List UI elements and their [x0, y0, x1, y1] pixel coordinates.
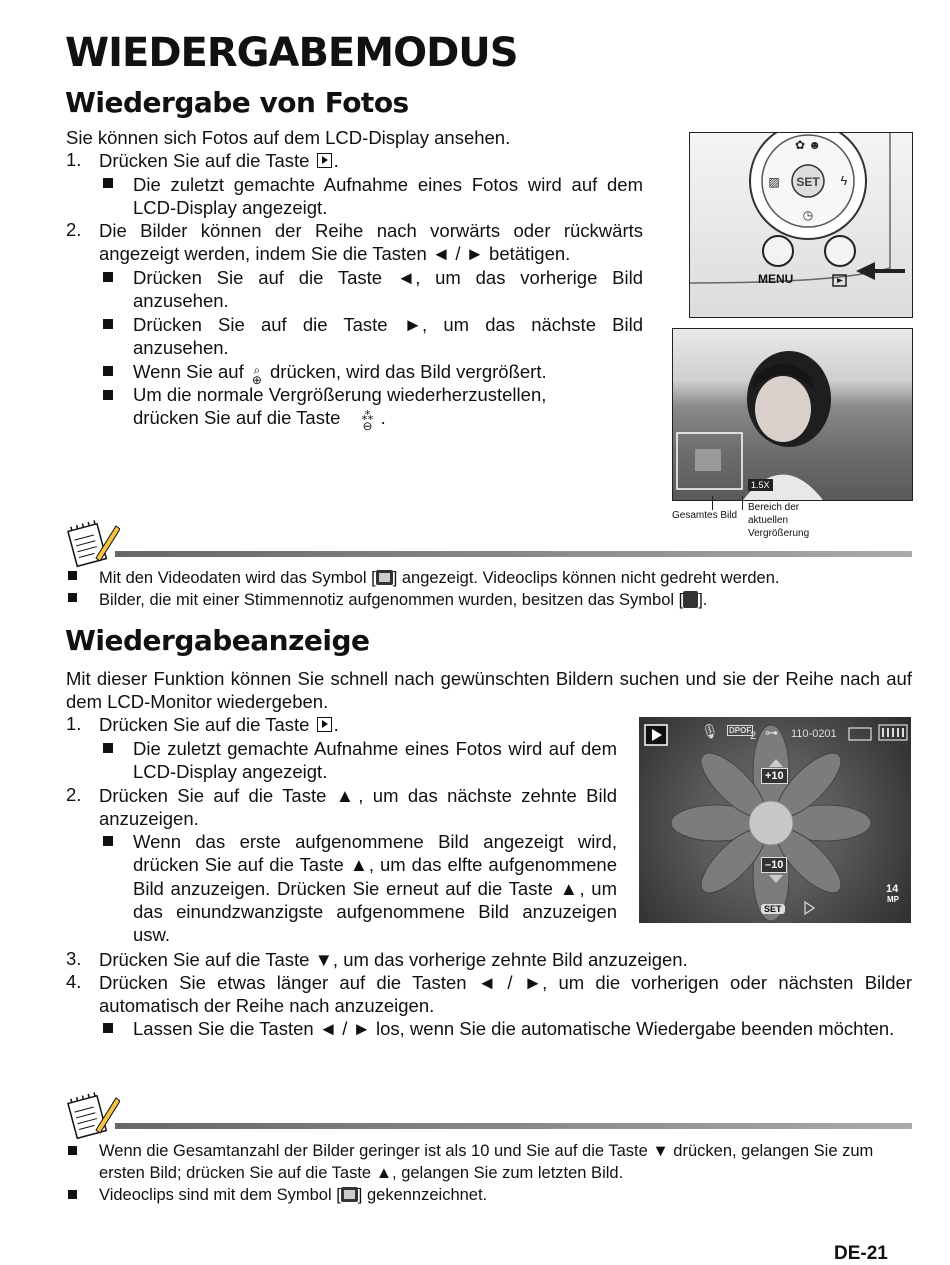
video-clip-icon [376, 570, 393, 585]
note-item [99, 567, 779, 589]
bullet-text: Lassen Sie die Tasten ◄ / ► los, wenn Sie die automatische Wiedergabe beenden möchten. [133, 1018, 895, 1039]
zoom-level-label: 1.5X [748, 479, 773, 491]
caption-line-right [742, 496, 743, 510]
bullet-square [103, 178, 113, 188]
svg-text:▨: ▨ [768, 175, 780, 189]
lcd-set-badge: SET [761, 904, 785, 914]
step-text-label: Drücken Sie auf die Taste [99, 714, 310, 735]
note-item-pre: Videoclips sind mit dem Symbol [ [99, 1186, 341, 1204]
caption-zoom-area: Bereich der aktuellen Vergrößerung [748, 502, 810, 539]
note-item: Wenn die Gesamtanzahl der Bilder geringer ist als 10 und Sie auf die Taste ▼ drücken, gelangen Sie zum ersten Bild; drücken Sie auf die Taste ▲, gelangen Sie zum letzten Bild. [99, 1142, 874, 1182]
bullet-square [103, 366, 113, 376]
zoom-out-icon: ⁂ ⊖ [361, 409, 374, 433]
menu-button-label: MENU [758, 272, 794, 286]
bullet-text-post: drücken, wird das Bild vergrößert. [270, 361, 547, 382]
step-number: 2. [66, 219, 82, 240]
lcd-minus10: –10 [761, 857, 787, 873]
lcd-megapixel-unit: MP [887, 895, 899, 904]
bullet-text: Die zuletzt gemachte Aufnahme eines Fotos wird auf dem LCD-Display angezeigt. [133, 738, 617, 783]
page-number: DE-21 [834, 1243, 888, 1264]
note-item-pre: Bilder, die mit einer Stimmennotiz aufgenommen wurden, besitzen das Symbol [ [99, 591, 684, 609]
play-key-icon [317, 153, 332, 168]
bullet-square [103, 743, 113, 753]
step-text: Drücken Sie auf die Taste . [99, 150, 339, 171]
note-item-post: ] gekennzeichnet. [357, 1186, 488, 1204]
step-number: 3. [66, 948, 82, 969]
note-item-pre: Mit den Videodaten wird das Symbol [ [99, 569, 376, 587]
bullet-text-pre: Wenn Sie auf [133, 361, 244, 382]
bullet-text: Die zuletzt gemachte Aufnahme eines Fotos wird auf dem LCD-Display angezeigt. [133, 174, 643, 219]
bullet-square [68, 1190, 77, 1199]
zoom-photo [672, 328, 913, 501]
play-key-icon [317, 717, 332, 732]
svg-text:◷: ◷ [802, 208, 814, 222]
photo-girl-drawing [673, 329, 912, 500]
note-divider [115, 551, 912, 557]
note-item [99, 589, 707, 611]
video-clip-icon [341, 1187, 358, 1202]
lcd-dpof-badge: DPOF [729, 726, 752, 735]
voice-memo-icon [683, 591, 698, 608]
lcd-mic-icon: 🎙 [701, 723, 719, 739]
step-number: 1. [66, 713, 82, 734]
note-item-post: ] angezeigt. Videoclips können nicht gedreht werden. [392, 569, 780, 587]
note-pad-icon [66, 516, 120, 573]
bullet-text: drücken Sie auf die Taste ⁂ ⊖ . [133, 407, 386, 433]
step-text: Drücken Sie auf die Taste ▼, um das vorherige zehnte Bild anzuzeigen. [99, 949, 688, 970]
intro-text: Sie können sich Fotos auf dem LCD-Display ansehen. [66, 127, 511, 148]
bullet-square [68, 593, 77, 602]
camera-illustration [689, 132, 913, 318]
lcd-protect-key-icon: ⊶ [765, 725, 778, 740]
step-text: Drücken Sie auf die Taste . [99, 714, 339, 735]
lcd-plus10: +10 [761, 768, 788, 784]
lcd-playback-screen [639, 717, 911, 923]
bullet-text: Drücken Sie auf die Taste ◄, um das vorherige Bild anzusehen. [133, 267, 643, 312]
bullet-square [103, 836, 113, 846]
bullet-square [68, 571, 77, 580]
flower-drawing [639, 717, 911, 923]
step-number: 1. [66, 149, 82, 170]
section-heading-playback-photos: Wiedergabe von Fotos [65, 86, 409, 119]
intro-text: Mit dieser Funktion können Sie schnell nach gewünschten Bildern suchen und sie der Reihe nach auf dem LCD-Monitor wiedergeben. [66, 668, 912, 713]
bullet-square [103, 390, 113, 400]
step-text-label: Drücken Sie auf die Taste [99, 150, 310, 171]
step-number: 2. [66, 784, 82, 805]
page-title: WIEDERGABEMODUS [65, 30, 518, 76]
lcd-dpof-count: 2 [750, 730, 757, 742]
bullet-text-line: Um die normale Vergrößerung wiederherzustellen, [133, 384, 547, 405]
note-item [99, 1184, 487, 1206]
zoom-in-icon: ⌕ ⊕ [251, 363, 262, 387]
svg-text:✿ ☻: ✿ ☻ [794, 138, 822, 152]
step-text: Drücken Sie auf die Taste ▲, um das nächste zehnte Bild anzuzeigen. [99, 785, 617, 830]
bullet-square [103, 1023, 113, 1033]
note-item-post: ]. [698, 591, 708, 609]
bullet-text: Wenn das erste aufgenommene Bild angezeigt wird, drücken Sie auf die Taste ▲, um das elfte aufgenommene Bild anzuzeigen. Drücken Sie erneut auf die Taste ▲, um das einundzwanzigste aufgenommene Bild anzuzeigen usw. [133, 831, 617, 946]
camera-back-drawing [690, 133, 912, 317]
lcd-megapixel-num: 14 [886, 883, 899, 895]
bullet-square [68, 1146, 77, 1155]
svg-text:ϟ: ϟ [840, 173, 848, 188]
section-heading-playback-display: Wiedergabeanzeige [65, 624, 370, 657]
step-text: Drücken Sie etwas länger auf die Tasten ◄ / ►, um die vorherigen oder nächsten Bilder automatisch der Reihe nach anzuzeigen. [99, 972, 912, 1017]
note-pad-icon [66, 1088, 120, 1145]
bullet-text: Drücken Sie auf die Taste ►, um das nächste Bild anzusehen. [133, 314, 643, 359]
step-number: 4. [66, 971, 82, 992]
caption-whole-image: Gesamtes Bild [672, 510, 738, 521]
bullet-text-label: drücken Sie auf die Taste [133, 407, 341, 428]
bullet-square [103, 272, 113, 282]
step-text: Die Bilder können der Reihe nach vorwärts oder rückwärts angezeigt werden, indem Sie die Tasten ◄ / ► betätigen. [99, 220, 643, 265]
lcd-file-number: 110-0201 [791, 728, 837, 740]
caption-line-left [712, 496, 713, 510]
note-divider [115, 1123, 912, 1129]
svg-text:SET: SET [796, 175, 820, 189]
bullet-text [133, 360, 643, 385]
bullet-square [103, 319, 113, 329]
